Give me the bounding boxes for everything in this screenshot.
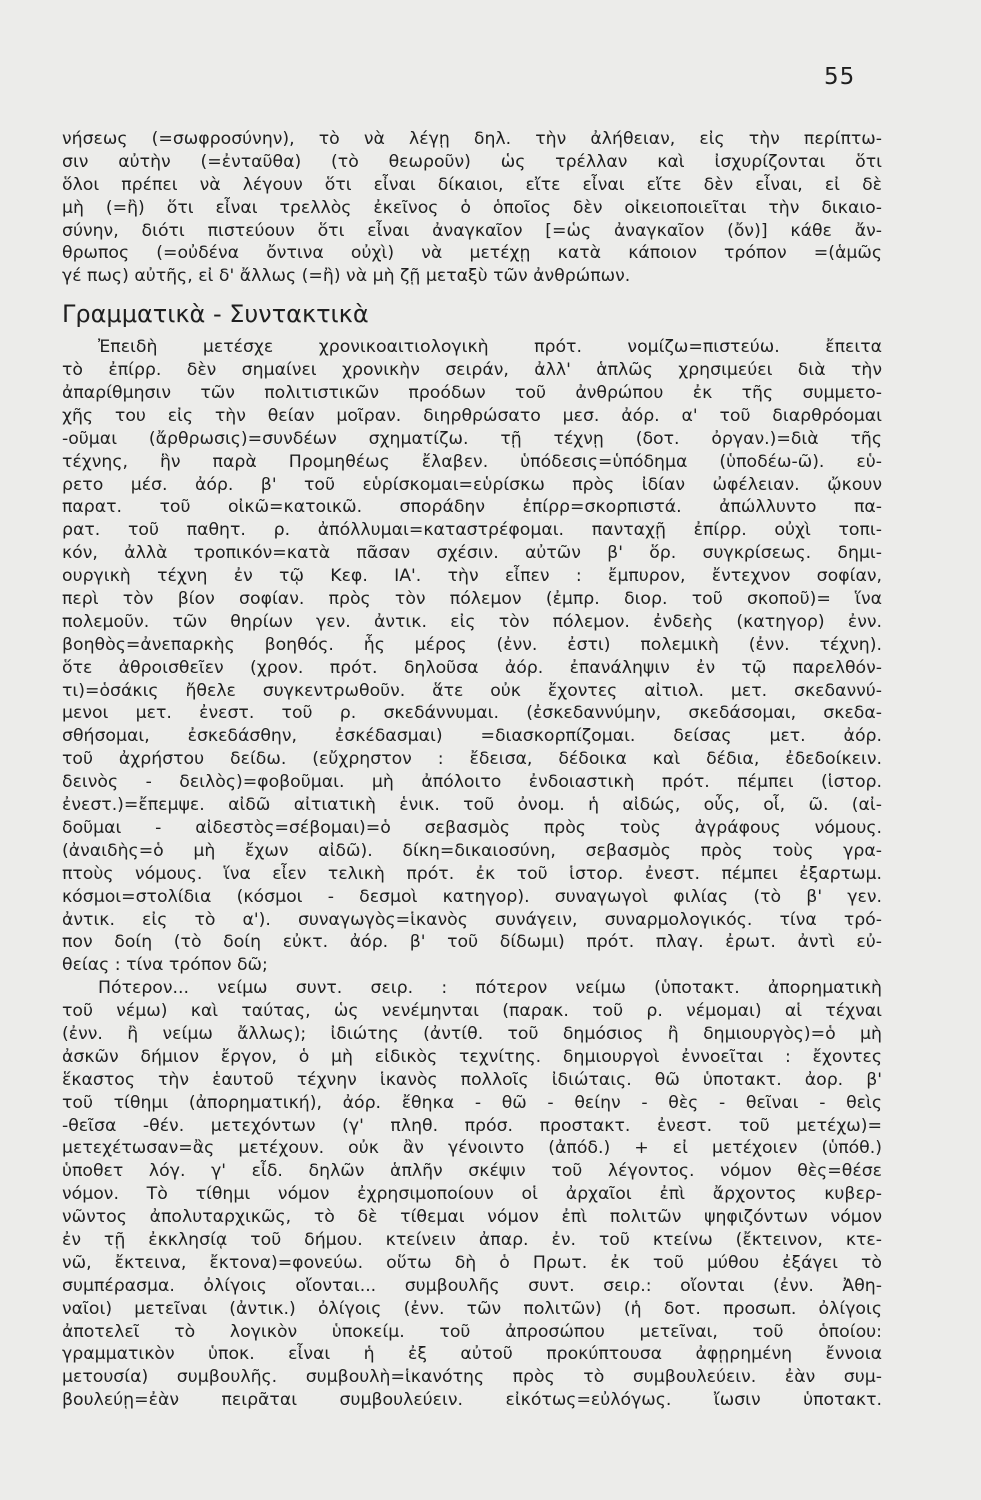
- text-line: Ἐπειδὴ μετέσχε χρονικοαιτιολογικὴ πρότ. νομίζω=πιστεύω. ἔπειτα: [98, 337, 882, 358]
- text-line: μενοι μετ. ἐνεστ. τοῦ ρ. σκεδάννυμαι. (ἐσκεδαννύμην, σκεδάσομαι, σκεδα-: [62, 703, 882, 724]
- text-line: χῆς του εἰς τὴν θείαν μοῖραν. διηρθρώσατο μεσ. ἀόρ. α' τοῦ διαρθρόομαι: [62, 405, 882, 426]
- text-line: γραμματικὸν ὑποκ. εἶναι ἡ ἐξ αὐτοῦ προκύπτουσα ἀφῃρημένη ἔννοια: [62, 1344, 882, 1365]
- text-line: ουργικὴ τέχνη ἐν τῷ Κεφ. ΙΑ'. τὴν εἶπεν : ἔμπυρον, ἔντεχνον σοφίαν,: [62, 566, 882, 587]
- page-text: [62, 128, 882, 1412]
- text-line: πτοὺς νόμους. ἵνα εἶεν τελικὴ πρότ. ἐκ τοῦ ἱστορ. ἐνεστ. πέμπει ἐξαρτωμ.: [62, 863, 882, 884]
- text-line: ἀποτελεῖ τὸ λογικὸν ὑποκείμ. τοῦ ἀπροσώπου μετεῖναι, τοῦ ὁποίου:: [62, 1321, 882, 1342]
- text-line: ὑποθετ λόγ. γ' εἶδ. δηλῶν ἁπλῆν σκέψιν τοῦ λέγοντος. νόμον θὲς=θέσε: [62, 1161, 882, 1182]
- text-line: γέ πως) αὐτῆς, εἰ δ' ἄλλως (=ἢ) νὰ μὴ ζῇ μεταξὺ τῶν ἀνθρώπων.: [62, 266, 631, 287]
- text-line: ἐν τῇ ἐκκλησίᾳ τοῦ δήμου. κτείνειν ἀπαρ. ἐν. τοῦ κτείνω (ἔκτεινον, κτε-: [62, 1229, 882, 1250]
- text-line: Πότερον... νείμω συντ. σειρ. : πότερον νείμω (ὑποτακτ. ἀπορηματικὴ: [98, 978, 882, 999]
- text-line: θείας : τίνα τρόπον δῶ;: [62, 955, 268, 976]
- text-line: σθήσομαι, ἐσκεδάσθην, ἐσκέδασμαι) =διασκορπίζομαι. δείσας μετ. ἀόρ.: [62, 726, 882, 747]
- text-line: -θεῖσα -θέν. μετεχόντων (γ' πληθ. πρόσ. προστακτ. ἐνεστ. τοῦ μετέχω)=: [62, 1115, 882, 1136]
- page-number: 55: [824, 64, 856, 90]
- text-line: κόν, ἀλλὰ τροπικόν=κατὰ πᾶσαν σχέσιν. αὐτῶν β' ὅρ. συγκρίσεως. δημι-: [62, 543, 882, 564]
- text-line: ἐνεστ.)=ἔπεμψε. αἰδῶ αἰτιατικὴ ἑνικ. τοῦ ὀνομ. ἡ αἰδώς, οὖς, οἷ, ῶ. (αἰ-: [62, 795, 882, 816]
- text-line: σιν αὐτὴν (=ἐνταῦθα) (τὸ θεωροῦν) ὡς τρέλλαν καὶ ἰσχυρίζονται ὅτι: [62, 151, 882, 172]
- intro-paragraph: [62, 128, 882, 288]
- text-line: ρετο μέσ. ἀόρ. β' τοῦ εὑρίσκομαι=εὑρίσκω πρὸς ἰδίαν ὠφέλειαν. ᾤκουν: [62, 474, 882, 495]
- text-line: ἀντικ. εἰς τὸ α'). συναγωγὸς=ἱκανὸς συνάγειν, συναρμολογικός. τίνα τρό-: [62, 909, 882, 930]
- syntax-notes-paragraph: [62, 977, 882, 1412]
- text-line: ἀσκῶν δήμιον ἔργον, ὁ μὴ εἰδικὸς τεχνίτης. δημιουργοὶ ἐννοεῖται : ἔχοντες: [62, 1046, 882, 1067]
- text-line: μετεχέτωσαν=ἂς μετέχουν. οὐκ ἂν γένοιντο (ἀπόδ.) + εἰ μετέχοιεν (ὑπόθ.): [62, 1138, 882, 1159]
- text-line: σύνην, διότι πιστεύουν ὅτι εἶναι ἀναγκαῖον [=ὡς ἀναγκαῖον (ὄν)] κάθε ἄν-: [62, 220, 882, 241]
- text-line: τοῦ νέμω) καὶ ταύτας, ὡς νενέμηνται (παρακ. τοῦ ρ. νέμομαι) αἱ τέχναι: [62, 1001, 882, 1022]
- text-line: πον δοίη (τὸ δοίη εὐκτ. ἀόρ. β' τοῦ δίδωμι) πρότ. πλαγ. ἐρωτ. ἀντὶ εὐ-: [62, 932, 882, 953]
- text-line: βοηθὸς=ἀνεπαρκὴς βοηθός. ἧς μέρος (ἐνν. ἐστι) πολεμικὴ (ἐνν. τέχνη).: [62, 634, 882, 655]
- text-line: συμπέρασμα. ὀλίγοις οἴονται... συμβουλῆς συντ. σειρ.: οἴονται (ἐνν. Ἀθη-: [62, 1275, 882, 1296]
- grammar-notes-paragraph: [62, 336, 882, 977]
- text-line: μὴ (=ἢ) ὅτι εἶναι τρελλὸς ἐκεῖνος ὁ ὁποῖος δὲν οἰκειοποιεῖται τὴν δικαιο-: [62, 197, 882, 218]
- text-line: ρατ. τοῦ παθητ. ρ. ἀπόλλυμαι=καταστρέφομαι. πανταχῇ ἐπίρρ. οὐχὶ τοπι-: [62, 520, 882, 541]
- text-line: ἕκαστος τὴν ἑαυτοῦ τέχνην ἱκανὸς πολλοῖς ἰδιώταις. θῶ ὑποτακτ. ἀορ. β': [62, 1069, 882, 1090]
- text-line: τοῦ ἀχρήστου δείδω. (εὔχρηστον : ἔδεισα, δέδοικα καὶ δέδια, ἐδεδοίκειν.: [62, 749, 882, 770]
- text-line: -οῦμαι (ἄρθρωσις)=συνδέων σχηματίζω. τῇ τέχνῃ (δοτ. ὀργαν.)=διὰ τῆς: [62, 428, 882, 449]
- text-line: (ἀναιδὴς=ὁ μὴ ἔχων αἰδῶ). δίκη=δικαιοσύνη, σεβασμὸς πρὸς τοὺς γρα-: [62, 840, 882, 861]
- text-line: νῶντος ἀπολυταρχικῶς, τὸ δὲ τίθεμαι νόμον ἐπὶ πολιτῶν ψηφιζόντων νόμον: [62, 1207, 882, 1228]
- text-line: περὶ τὸν βίον σοφίαν. πρὸς τὸν πόλεμον (ἐμπρ. διορ. τοῦ σκοποῦ)= ἵνα: [62, 589, 882, 610]
- text-line: δεινὸς - δειλὸς)=φοβοῦμαι. μὴ ἀπόλοιτο ἐνδοιαστικὴ πρότ. πέμπει (ἱστορ.: [62, 772, 882, 793]
- text-line: κόσμοι=στολίδια (κόσμοι - δεσμοὶ κατηγορ). συναγωγοὶ φιλίας (τὸ β' γεν.: [62, 886, 882, 907]
- text-line: τοῦ τίθημι (ἀπορηματική), ἀόρ. ἔθηκα - θῶ - θείην - θὲς - θεῖναι - θεὶς: [62, 1092, 882, 1113]
- text-line: θρωπος (=οὐδένα ὄντινα οὐχὶ) νὰ μετέχῃ κατὰ κάποιον τρόπον =(ἁμῶς: [62, 243, 882, 264]
- text-line: (ἐνν. ἢ νείμω ἄλλως); ἰδιώτης (ἀντίθ. τοῦ δημόσιος ἢ δημιουργὸς)=ὁ μὴ: [62, 1023, 882, 1044]
- text-line: μετουσία) συμβουλῆς. συμβουλὴ=ἱκανότης πρὸς τὸ συμβουλεύειν. ἐὰν συμ-: [62, 1367, 882, 1388]
- text-line: πολεμοῦν. τῶν θηρίων γεν. ἀντικ. εἰς τὸν πόλεμον. ἐνδεὴς (κατηγορ) ἐνν.: [62, 611, 882, 632]
- text-line: ναῖοι) μετεῖναι (ἀντικ.) ὀλίγοις (ἐνν. τῶν πολιτῶν) (ἡ δοτ. προσωπ. ὀλίγοις: [62, 1298, 882, 1319]
- text-line: ἀπαρίθμησιν τῶν πολιτιστικῶν προόδων τοῦ ἀνθρώπου ἐκ τῆς συμμετο-: [62, 383, 882, 404]
- text-line: ὅτε ἀθροισθεῖεν (χρον. πρότ. δηλοῦσα ἀόρ. ἐπανάληψιν ἐν τῷ παρελθόν-: [62, 657, 882, 678]
- text-line: νῶ, ἔκτεινα, ἔκτονα)=φονεύω. οὕτω δὴ ὁ Πρωτ. ἐκ τοῦ μύθου ἐξάγει τὸ: [62, 1252, 882, 1273]
- text-line: νόμον. Τὸ τίθημι νόμον ἐχρησιμοποίουν οἱ ἀρχαῖοι ἐπὶ ἄρχοντος κυβερ-: [62, 1184, 882, 1205]
- text-line: τι)=ὁσάκις ἤθελε συγκεντρωθοῦν. ἅτε οὐκ ἔχοντες αἰτιολ. μετ. σκεδαννύ-: [62, 680, 882, 701]
- text-line: νήσεως (=σωφροσύνην), τὸ νὰ λέγῃ δηλ. τὴν ἀλήθειαν, εἰς τὴν περίπτω-: [62, 129, 882, 149]
- text-line: δοῦμαι - αἰδεστὸς=σέβομαι)=ὁ σεβασμὸς πρὸς τοὺς ἀγράφους νόμους.: [62, 817, 882, 838]
- section-heading: Γραμματικὰ - Συντακτικὰ: [62, 300, 369, 329]
- text-line: τέχνης, ἣν παρὰ Προμηθέως ἔλαβεν. ὑπόδεσις=ὑπόδημα (ὑποδέω-ῶ). εὑ-: [62, 451, 882, 472]
- text-line: ὅλοι πρέπει νὰ λέγουν ὅτι εἶναι δίκαιοι, εἴτε εἶναι εἴτε δὲν εἶναι, εἰ δὲ: [62, 174, 882, 195]
- text-line: βουλεύῃ=ἐὰν πειρᾶται συμβουλεύειν. εἰκότως=εὐλόγως. ἴωσιν ὑποτακτ.: [62, 1390, 882, 1411]
- text-line: τὸ ἐπίρρ. δὲν σημαίνει χρονικὴν σειράν, ἀλλ' ἁπλῶς χρησιμεύει διὰ τὴν: [62, 360, 882, 381]
- text-line: παρατ. τοῦ οἰκῶ=κατοικῶ. σποράδην ἐπίρρ=σκορπιστά. ἀπώλλυντο πα-: [62, 497, 882, 518]
